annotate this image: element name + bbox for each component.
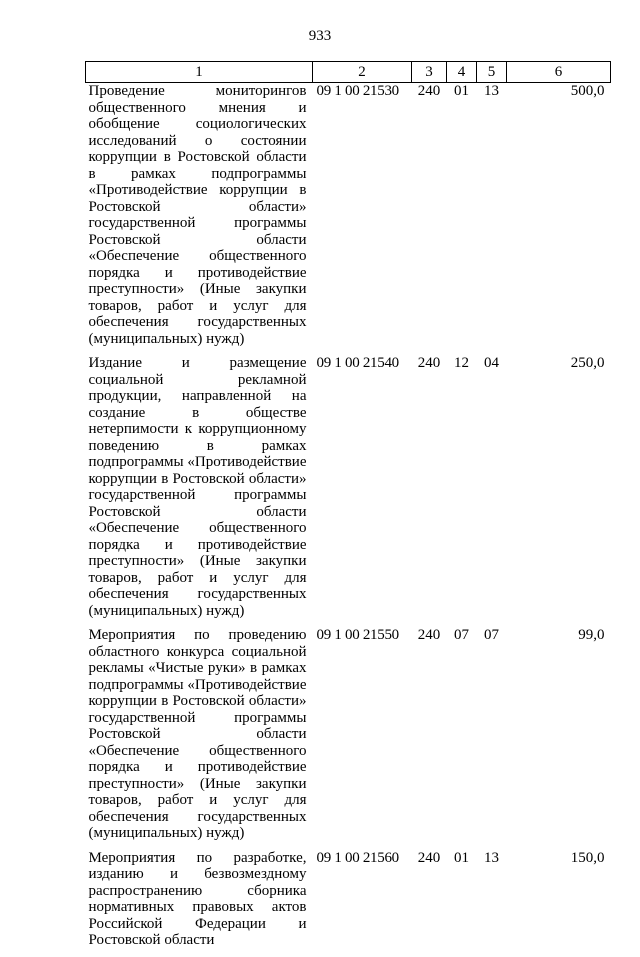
header-col-6: 6 (507, 62, 611, 83)
header-row (86, 62, 611, 83)
table-row (86, 355, 611, 627)
row-subsection: 13 (484, 849, 499, 866)
budget-table (85, 61, 611, 957)
header-col-2: 2 (313, 62, 412, 83)
row-section: 01 (454, 849, 469, 866)
row-section: 01 (454, 83, 469, 99)
row-description: Издание и размещение социальной рекламной продукции, направленной на создание в обществе нетерпимости к коррупционному поведению в рамках подпрограммы «Противодействие коррупции в Ростовской области» государственной программы Ростовской области «Обеспечение общественного порядка и противодействие преступности» (Иные закупки товаров, работ и услуг для обеспечения государственных (муниципальных) нужд) (88, 355, 307, 619)
header-col-3: 3 (412, 62, 447, 83)
header-col-1: 1 (86, 62, 313, 83)
row-subsection: 04 (484, 355, 499, 371)
row-amount: 99,0 (578, 627, 605, 643)
row-expense-type: 240 (417, 355, 441, 371)
row-amount: 150,0 (570, 849, 605, 866)
header-col-4: 4 (447, 62, 477, 83)
row-target-code: 09 1 00 21530 (316, 83, 399, 99)
row-description: Мероприятия по разработке, изданию и безвозмездному распространению сборника нормативных правовых актов Российской Федерации и Ростовской области (88, 849, 307, 948)
row-section: 12 (454, 355, 469, 371)
row-subsection: 13 (484, 83, 499, 99)
row-description: Проведение мониторингов общественного мнения и обобщение социологических исследований о состоянии коррупции в Ростовской области в рамках подпрограммы «Противодействие коррупции в Ростовской области» государственной программы Ростовской области «Обеспечение общественного порядка и противодействие преступности» (Иные закупки товаров, работ и услуг для обеспечения государственных (муниципальных) нужд) (88, 83, 307, 347)
row-section: 07 (454, 627, 469, 643)
row-target-code: 09 1 00 21560 (316, 849, 399, 866)
row-target-code: 09 1 00 21540 (316, 355, 399, 371)
row-amount: 500,0 (570, 83, 605, 99)
row-expense-type: 240 (417, 849, 441, 866)
table-row (86, 83, 611, 356)
row-amount: 250,0 (570, 355, 605, 371)
row-subsection: 07 (484, 627, 499, 643)
row-description: Мероприятия по проведению областного конкурса социальной рекламы «Чистые руки» в рамках подпрограммы «Противодействие коррупции в Ростовской области» государственной программы Ростовской области «Обеспечение общественного порядка и противодействие преступности» (Иные закупки товаров, работ и услуг для обеспечения государственных (муниципальных) нужд) (88, 627, 307, 841)
page-number: 933 (308, 28, 332, 44)
row-target-code: 09 1 00 21550 (316, 627, 399, 643)
table-body (86, 83, 611, 957)
row-expense-type: 240 (417, 83, 441, 99)
table-row (86, 627, 611, 850)
table-header (86, 62, 611, 83)
row-expense-type: 240 (417, 627, 441, 643)
header-col-5: 5 (477, 62, 507, 83)
table-row (86, 850, 611, 957)
